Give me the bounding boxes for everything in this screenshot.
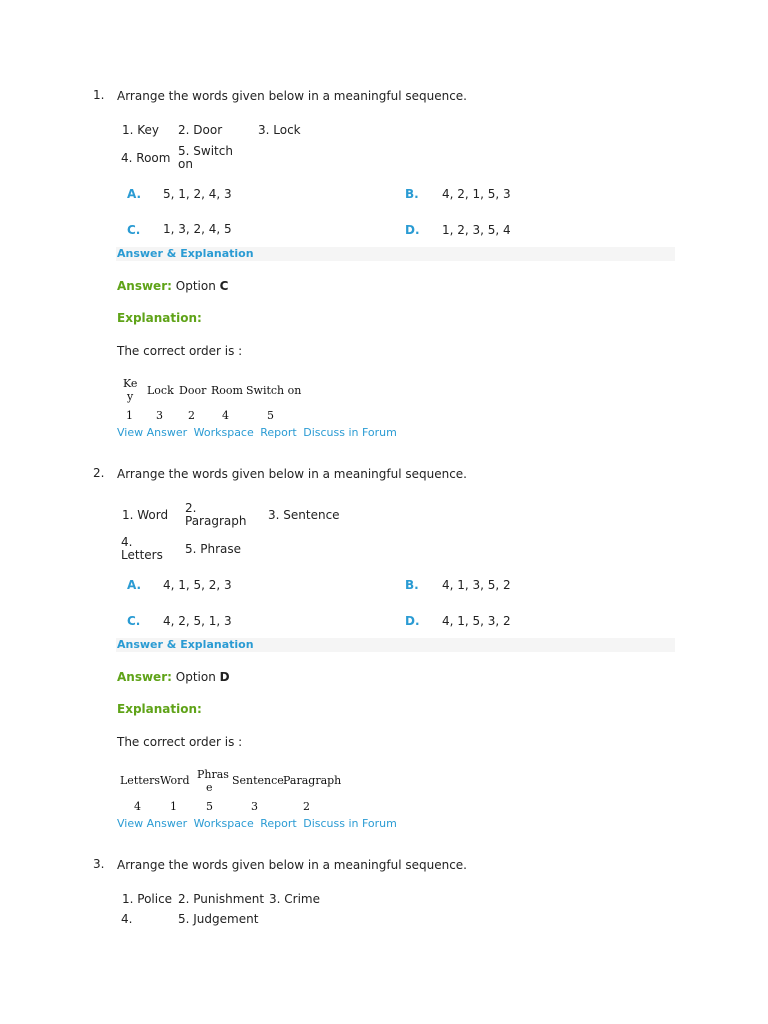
option-letter: C. — [127, 223, 141, 237]
discuss-in-forum-link[interactable]: Discuss in Forum — [303, 426, 397, 439]
order-number: 5 — [267, 409, 274, 422]
option-letter: D. — [405, 614, 420, 628]
option-letter: A. — [127, 578, 142, 592]
answer-explanation-link[interactable]: Answer & Explanation — [117, 247, 254, 260]
option-letter: C. — [127, 614, 141, 628]
word-item: 1. Key — [122, 123, 160, 137]
answer-line — [117, 670, 230, 684]
order-word: Paragraph — [283, 774, 342, 787]
word-item: 5. Switch — [178, 144, 233, 158]
word-item: 4. — [121, 535, 133, 549]
order-number: 3 — [156, 409, 163, 422]
option-letter: B. — [405, 187, 419, 201]
order-word: Door — [179, 384, 207, 397]
question-text: Arrange the words given below in a meaningful sequence. — [117, 89, 467, 103]
word-item: 4. Room — [121, 151, 171, 165]
word-item-continued: Letters — [121, 548, 163, 562]
word-item: 5. Judgement — [178, 912, 259, 926]
word-item: 1. Police — [122, 892, 173, 906]
view-answer-link[interactable]: View Answer — [117, 817, 188, 830]
question-footer-links — [117, 426, 400, 439]
word-item: 1. Word — [122, 508, 169, 522]
answer-label: Answer: — [117, 670, 172, 684]
answer-explanation-link[interactable]: Answer & Explanation — [117, 638, 254, 651]
word-item: 3. Crime — [269, 892, 320, 906]
option-value: 4, 1, 5, 3, 2 — [442, 614, 511, 628]
question-footer-links — [117, 817, 400, 830]
word-item: 2. — [185, 501, 197, 515]
question-number: 1. — [93, 88, 105, 102]
question-number: 2. — [93, 466, 105, 480]
word-item: 5. Phrase — [185, 542, 242, 556]
answer-prefix: Option — [175, 670, 216, 684]
option-letter: A. — [127, 187, 142, 201]
order-word: Phras — [197, 768, 229, 781]
word-item: 4. — [121, 912, 133, 926]
question-text: Arrange the words given below in a meaningful sequence. — [117, 467, 467, 481]
order-number: 3 — [251, 800, 258, 813]
answer-option: D — [219, 670, 230, 684]
option-letter: D. — [405, 223, 420, 237]
word-item: 3. Sentence — [268, 508, 340, 522]
answer-label: Answer: — [117, 279, 172, 293]
option-value: 4, 1, 3, 5, 2 — [442, 578, 511, 592]
word-item: 3. Lock — [258, 123, 301, 137]
option-value: 5, 1, 2, 4, 3 — [163, 187, 232, 201]
order-number: 2 — [303, 800, 310, 813]
order-word: Letters — [120, 774, 161, 787]
explanation-text: The correct order is : — [117, 735, 243, 749]
question-number: 3. — [93, 857, 105, 871]
option-value: 4, 2, 5, 1, 3 — [163, 614, 232, 628]
answer-option: C — [219, 279, 229, 293]
word-item-continued: on — [178, 157, 193, 171]
word-item: 2. Punishment — [178, 892, 265, 906]
explanation-label: Explanation: — [117, 702, 202, 716]
order-word: Sentence — [232, 774, 284, 787]
workspace-link[interactable]: Workspace — [193, 426, 254, 439]
order-word-continued: y — [127, 390, 134, 403]
word-item-continued: Paragraph — [185, 514, 247, 528]
option-value: 4, 1, 5, 2, 3 — [163, 578, 232, 592]
order-word-continued: e — [206, 781, 213, 794]
report-link[interactable]: Report — [260, 817, 297, 830]
option-value: 1, 3, 2, 4, 5 — [163, 222, 232, 236]
order-number: 4 — [134, 800, 141, 813]
option-value: 1, 2, 3, 5, 4 — [442, 223, 511, 237]
order-number: 5 — [206, 800, 213, 813]
order-number: 1 — [126, 409, 133, 422]
order-word: Ke — [123, 377, 138, 390]
report-link[interactable]: Report — [260, 426, 297, 439]
explanation-label: Explanation: — [117, 311, 202, 325]
question-text: Arrange the words given below in a meaningful sequence. — [117, 858, 467, 872]
option-value: 4, 2, 1, 5, 3 — [442, 187, 511, 201]
workspace-link[interactable]: Workspace — [193, 817, 254, 830]
discuss-in-forum-link[interactable]: Discuss in Forum — [303, 817, 397, 830]
order-word: Lock — [147, 384, 174, 397]
order-number: 4 — [222, 409, 229, 422]
order-word: Room — [211, 384, 243, 397]
order-number: 1 — [170, 800, 177, 813]
order-word: Switch on — [246, 384, 302, 397]
order-word: Word — [160, 774, 190, 787]
option-letter: B. — [405, 578, 419, 592]
word-item: 2. Door — [178, 123, 223, 137]
explanation-text: The correct order is : — [117, 344, 243, 358]
order-number: 2 — [188, 409, 195, 422]
view-answer-link[interactable]: View Answer — [117, 426, 188, 439]
answer-line — [117, 279, 228, 293]
answer-prefix: Option — [175, 279, 216, 293]
